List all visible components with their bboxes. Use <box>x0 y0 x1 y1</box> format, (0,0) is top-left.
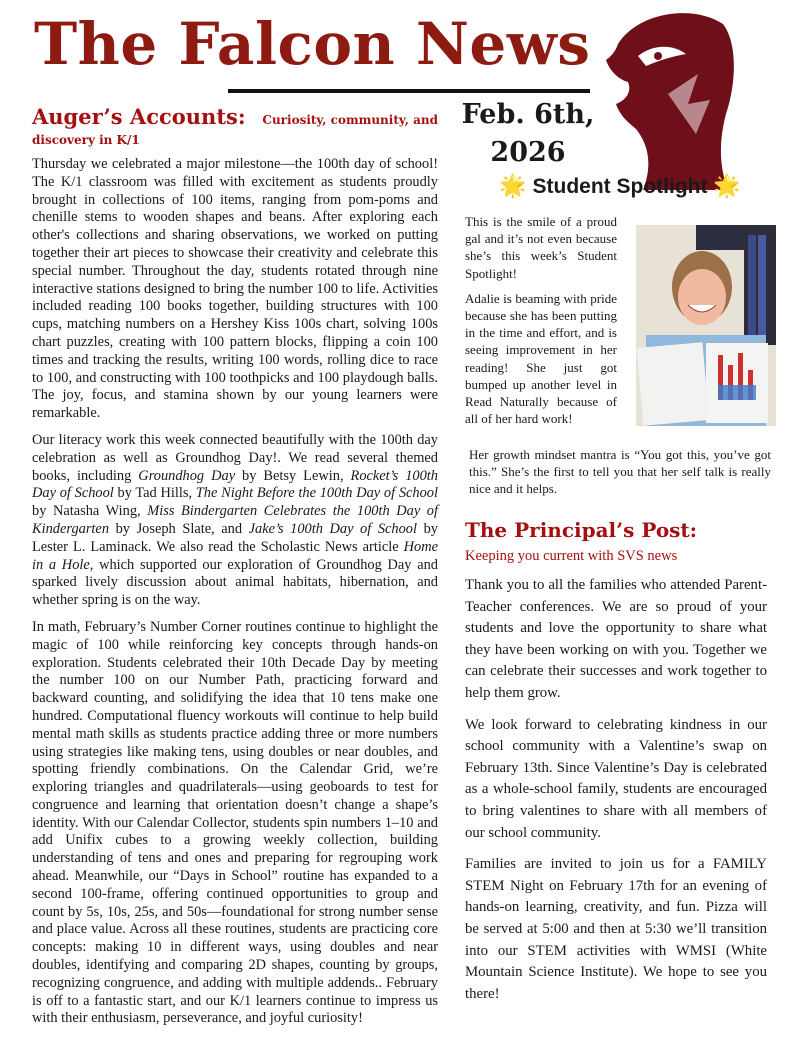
spotlight-text <box>465 213 617 435</box>
star-icon: 🌟 <box>499 173 527 198</box>
augers-paragraph-3: In math, February’s Number Corner routines continue to highlight the magic of 100 while reinforcing key concepts through hands-on exploration. Students celebrated their 10th Decade Day by meeting the number 100 on our Number Path, practicing forward and backward counting, and solidifying the idea that 10 tens make one hundred. Computational fluency workouts will continue to help build mental math skills as students practice adding three or more numbers using strategies like making tens, using doubles or near doubles, and spotting friendly combinations. On the Calendar Grid, we’re exploring triangles and quadrilaterals—using geoboards to test for congruence and learning that orientation doesn’t change a shape’s identity. With our Calendar Collector, students spin numbers 1–10 and add Unifix cubes to a growing weekly collection, building understanding of tens and ones and preparing for regrouping work ahead. Meanwhile, our “Days in School” routine has expanded to a second 100-frame, offering continued opportunities to group and count by 5s, 10s, 25s, and 50s—foundational for strong number sense and place value. Across all these routines, students are practicing core concepts: making 10 in different ways, using doubles and near doubles, identifying and comparing 2D shapes, counting by groups, recognizing congruence, and adding with multiple addends.. February is off to a fantastic start, and our K/1 learners continue to impress us with their enthusiasm, perseverance, and joyful curiosity! <box>32 618 438 1027</box>
issue-date: Feb. 6th, 2026 <box>461 99 595 168</box>
student-photo <box>636 225 776 426</box>
star-icon: 🌟 <box>713 173 741 198</box>
falcon-head-logo-icon <box>598 4 738 190</box>
spotlight-paragraph-2: Adalie is beaming with pride because she has been putting in the time and effort, and is seeing improvement in her reading! She just got bumped up another level in Read Naturally because of all of her hard work! <box>465 290 617 427</box>
augers-subtitle: Curiosity, community, and discovery in K/1 <box>32 113 438 147</box>
principal-paragraph-2: We look forward to celebrating kindness in our school community with a Valentine’s swap on February 13th. Since Valentine’s Day is celebrated as a whole-school family, students are encouraged to bring valentines to share with all members of our school community. <box>465 716 767 841</box>
augers-paragraph-1: Thursday we celebrated a major milestone—the 100th day of school! The K/1 classroom was filled with excitement as students proudly brought in collections of 100 items, ranging from pom-poms and chenille stems to wooden shapes and beans. After exploring each other's collections and sharing observations, we worked on putting together their art pieces to showcase their creativity and celebrate this special number. Throughout the day, students rotated through nine interactive stations designed to bring the number 100 to life. Activities included reading 100 books together, building structures with 100 cups, matching numbers on a Hershey Kiss 100s chart, solving 100s chart puzzles, creating with 100 pattern blocks, flipping a coin 100 times and tracking the results, writing 100 words, rolling dice to race to 100, and constructing with 100 toothpicks and 100 playdough balls. The joy, focus, and stamina shown by our young learners were remarkable. <box>32 156 438 422</box>
spotlight-paragraph-1: This is the smile of a proud gal and it’s not even because she’s this week’s Student Spotlight! <box>465 214 617 281</box>
principal-paragraph-1: Thank you to all the families who attended Parent-Teacher conferences. We are so proud of your students and love the opportunity to share what they have been working on with you. Together we can celebrate their successes and work together to help them grow. <box>465 577 767 701</box>
principals-post-body <box>465 575 767 1015</box>
augers-accounts-column <box>32 104 438 1037</box>
title-rule <box>228 89 590 93</box>
spotlight-paragraph-3: Her growth mindset mantra is “You got this, you’ve got this.” She’s the first to tell you that her self talk is really nice and it helps. <box>469 447 771 496</box>
augers-heading <box>32 104 438 148</box>
newsletter-title: The Falcon News <box>34 10 591 78</box>
student-spotlight-heading <box>470 173 770 199</box>
principals-post-heading: The Principal’s Post: <box>465 518 698 542</box>
principals-post-subheading: Keeping you current with SVS news <box>465 548 678 564</box>
principal-paragraph-3: Families are invited to join us for a FAMILY STEM Night on February 17th for an evening of hands-on learning, creativity, and fun. Pizza will be served at 5:00 and then at 5:30 we’ll transition into our STEM activities with WMSI (White Mountain Science Institute). We hope to see you there! <box>465 856 767 1002</box>
augers-title: Auger’s Accounts: <box>32 104 246 129</box>
spotlight-title: Student Spotlight <box>532 175 708 198</box>
augers-paragraph-2: Our literacy work this week connected beautifully with the 100th day celebration as well as Groundhog Day!. We read several themed books, including Groundhog Day by Betsy Lewin, Rocket’s 100th Day of School by Tad Hills, The Night Before the 100th Day of School by Natasha Wing, Miss Bindergarten Celebrates the 100th Day of Kindergarten by Joseph Slate, and Jake’s 100th Day of School by Lester L. Laminack. We also read the Scholastic News article Home in a Hole, which supported our exploration of Groundhog Day and sparked lively discussion about animal habitats, hibernation, and whether spring is on the way. <box>32 431 439 609</box>
